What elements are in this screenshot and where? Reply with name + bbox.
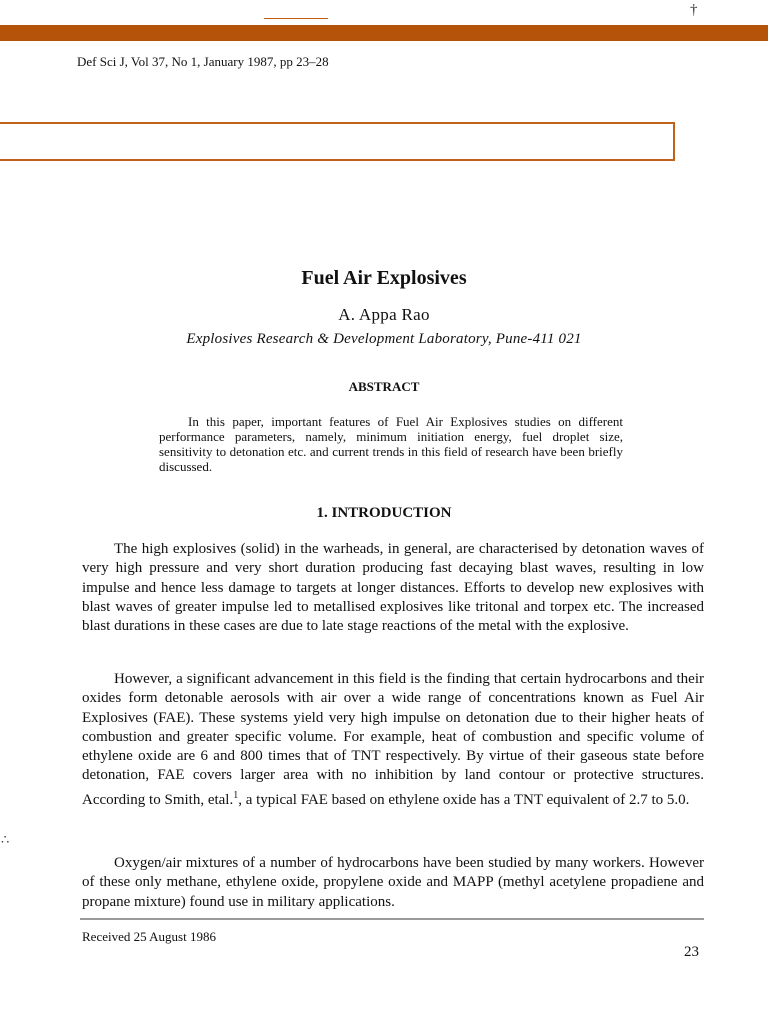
footnote-divider: [80, 918, 704, 920]
scan-mark-icon: †: [690, 2, 698, 18]
header-color-band: [0, 25, 768, 41]
page-number: 23: [684, 944, 699, 960]
abstract-text: In this paper, important features of Fuel Air Explosives studies on different performance parameters, namely, minimum initiation energy, fuel droplet size, sensitivity to detonation etc. and current trends in this field of research have been briefly discussed.: [159, 414, 623, 474]
author-name: A. Appa Rao: [338, 305, 430, 324]
intro-paragraph-2-text: However, a significant advancement in this field is the finding that certain hydrocarbons and their oxides form detonable aerosols with air over a wide range of concentrations known as Fuel Air Explosives (FAE). These systems yield very high impulse on detonation due to their higher heats of combustion and greater specific volume. For example, heat of combustion and specific volume of ethylene oxide are 6 and 800 times that of TNT respectively. By virtue of their gaseous state before detonation, FAE covers larger area with no inhibition by land contour or protective structures. According to Smith, etal.: [82, 671, 704, 808]
intro-paragraph-2: [82, 670, 704, 810]
header-outline-box: [0, 122, 675, 161]
scan-mark-left-icon: ∴: [1, 832, 10, 847]
received-date: Received 25 August 1986: [82, 929, 216, 944]
intro-paragraph-2-text-end: , a typical FAE based on ethylene oxide has a TNT equivalent of 2.7 to 5.0.: [238, 791, 690, 808]
intro-paragraph-3: Oxygen/air mixtures of a number of hydrocarbons have been studied by many workers. However of these only methane, ethylene oxide, propylene oxide and MAPP (methyl acetylene propadiene and propane mixture) found use in military applications.: [82, 855, 704, 910]
abstract-heading: ABSTRACT: [348, 379, 420, 394]
header-short-rule: [264, 18, 328, 19]
author-affiliation: Explosives Research & Development Laboratory, Pune-411 021: [186, 331, 582, 347]
journal-citation: Def Sci J, Vol 37, No 1, January 1987, pp 23–28: [77, 54, 329, 69]
paper-title: Fuel Air Explosives: [301, 267, 467, 289]
intro-paragraph-1: The high explosives (solid) in the warheads, in general, are characterised by detonation waves of very high pressure and very short duration producing fast decaying blast waves, resulting in low impulse and hence less damage to targets at longer distances. Efforts to develop new explosives with blast waves of greater impulse led to metallised explosives like tritonal and torpex etc. The increased blast durations in these cases are due to late stage reactions of the metal with the explosive.: [82, 541, 704, 635]
reference-marker: 1: [233, 789, 239, 801]
section-heading-introduction: 1. INTRODUCTION: [316, 505, 452, 521]
